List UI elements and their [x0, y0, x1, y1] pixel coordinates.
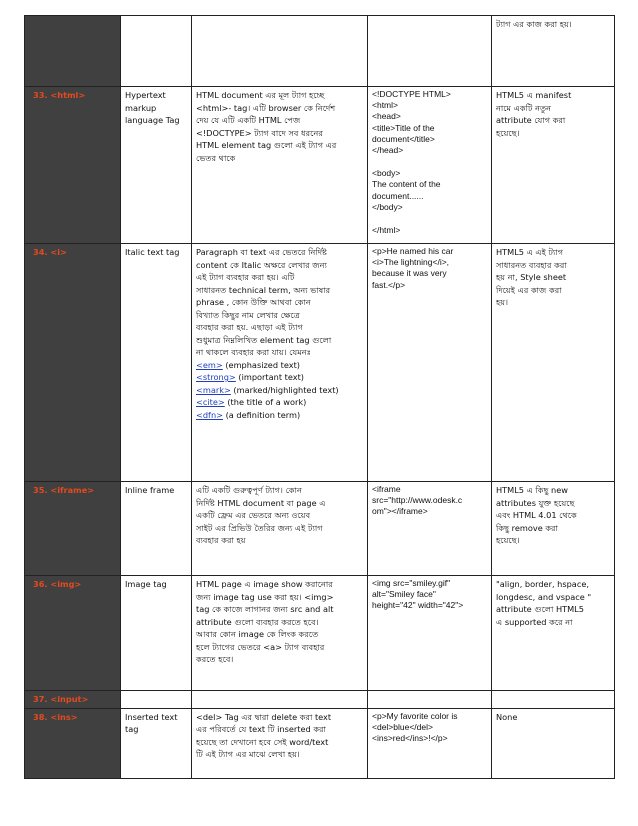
row-number-cell: [25, 708, 121, 778]
notes-cell: [492, 16, 615, 87]
example-line: <del>blue</del>: [372, 721, 433, 732]
example-cell: [368, 87, 492, 244]
detail-line: tag কে কাজে লাগানর জন্য src and alt: [196, 604, 334, 614]
detail-line: content কে Italic অক্ষরে লেখার জন্য: [196, 259, 327, 270]
row-number-cell: [25, 482, 121, 576]
example-line: </body>: [372, 201, 403, 212]
tag-list-item: [196, 396, 363, 409]
note-line: হয়।: [496, 297, 509, 307]
row-number: 37.: [33, 694, 48, 704]
row-number: 33.: [33, 90, 48, 100]
tag-list-text: (important text): [235, 372, 304, 382]
note-line: হয়েছে।: [496, 535, 520, 545]
detail-line: নির্দিষ্ট HTML document বা page এ: [196, 497, 326, 508]
tag-list-item: [196, 409, 363, 422]
note-line: None: [496, 711, 518, 722]
detail-line: ব্যবহার করা হয়. এছাড়া এই ট্যাগ: [196, 322, 303, 332]
example-line: src="http://www.odesk.c: [372, 495, 463, 506]
row-number: 38.: [33, 711, 48, 722]
row-number-cell: [25, 691, 121, 709]
note-line: HTML5 এ manifest: [496, 90, 572, 100]
example-line: <i>The lightning</i>,: [372, 257, 450, 268]
table-row: [25, 708, 615, 778]
description-cell: [121, 708, 192, 778]
detail-line: <!DOCTYPE> ট্যাগ বাদে সব ধরনের: [196, 127, 323, 138]
detail-line: phrase , কোন উক্তি আথবা কোন: [196, 297, 311, 307]
note-line: ট্যাগ এর কাজ করা হয়।: [496, 19, 572, 29]
table-row: [25, 244, 615, 482]
example-line: because it was very: [372, 268, 447, 279]
note-line: এ supported করে না: [496, 616, 573, 627]
row-number: 35.: [33, 485, 48, 495]
detail-line: শুধুমাত্র নিম্নলিখিত element tag গুলো: [196, 334, 332, 345]
example-line: <p>He named his car: [372, 246, 454, 256]
note-line: "align, border, hspace,: [496, 579, 589, 589]
row-number: 36.: [33, 579, 48, 589]
row-number-cell: [25, 87, 121, 244]
description-cell: [121, 482, 192, 576]
blank-line: [372, 156, 487, 168]
details-cell: [192, 16, 368, 87]
row-number: 34.: [33, 247, 48, 257]
example-cell: [368, 708, 492, 778]
note-line: সাধারনত ব্যবহার করা: [496, 259, 567, 270]
notes-cell: [492, 87, 615, 244]
example-line: height="42" width="42">: [372, 600, 464, 611]
note-line: এবং HTML 4.01 থেকে: [496, 510, 577, 520]
tag-list-item: [196, 359, 363, 372]
example-line: <ins>red</ins>!</p>: [372, 732, 448, 743]
tag-description: Inline frame: [125, 485, 175, 495]
note-line: attribute যোগ করা: [496, 115, 566, 125]
tag-name: <input>: [50, 694, 89, 704]
example-line: </html>: [372, 225, 401, 236]
blank-line: [372, 213, 487, 225]
detail-line: HTML document এর মূল ট্যাগ হচ্ছে: [196, 90, 325, 100]
notes-cell: [492, 244, 615, 482]
details-cell: [192, 576, 368, 691]
row-number-cell: [25, 576, 121, 691]
tag-list-item: [196, 384, 363, 397]
example-cell: [368, 16, 492, 87]
table-row: [25, 691, 615, 709]
note-line: attribute গুলো HTML5: [496, 604, 584, 614]
description-cell: [121, 576, 192, 691]
note-line: হয় না, Style sheet: [496, 272, 567, 282]
example-line: </head>: [372, 145, 404, 156]
note-line: দিয়েই এর কাজ করা: [496, 284, 562, 295]
detail-line: জন্য image tag use করা হয়। <img>: [196, 591, 334, 602]
example-line: <!DOCTYPE HTML>: [372, 89, 451, 99]
example-line: <img src="smiley.gif": [372, 578, 451, 588]
detail-line: ভেতর থাকে: [196, 152, 236, 163]
row-number-cell: [25, 16, 121, 87]
details-cell: [192, 482, 368, 576]
example-line: <iframe: [372, 484, 401, 494]
tag-description: Hypertext markup language Tag: [125, 90, 180, 125]
tag-description: Inserted text tag: [125, 711, 178, 734]
example-line: om"></iframe>: [372, 506, 428, 517]
note-line: longdesc, and vspace ": [496, 591, 592, 602]
example-line: <p>My favorite color is: [372, 710, 458, 721]
row-number-cell: [25, 244, 121, 482]
tag-link[interactable]: <cite>: [196, 397, 225, 407]
detail-line: দেয় যে এটি একটি HTML পেজ: [196, 115, 301, 125]
detail-line: হয়েছে তা দেখানো হবে সেই word/text: [196, 736, 329, 747]
tag-name: <i>: [50, 247, 67, 257]
example-line: The content of the: [372, 179, 441, 190]
detail-line: ব্যবহার করা হয়: [196, 535, 246, 545]
tag-link[interactable]: <em>: [196, 359, 223, 370]
tag-name: <ins>: [50, 711, 78, 722]
detail-line: হলে ট্যাগের ভেতরে <a> ট্যাগ ব্যবহার: [196, 641, 325, 652]
note-line: কিছু remove করা: [496, 522, 558, 533]
example-line: fast.</p>: [372, 279, 406, 290]
details-cell: [192, 691, 368, 709]
notes-cell: [492, 576, 615, 691]
details-cell: [192, 244, 368, 482]
detail-line: <html>- tag। এটি browser কে নির্দেশ: [196, 102, 336, 113]
example-line: <head>: [372, 111, 401, 122]
example-line: alt="Smiley face": [372, 589, 436, 600]
description-cell: [121, 87, 192, 244]
detail-line: Paragraph বা text এর ভেতরে নির্দিষ্ট: [196, 247, 327, 257]
note-line: HTML5 এ কিছু new: [496, 485, 568, 495]
example-line: document......: [372, 190, 424, 201]
table-row: [25, 576, 615, 691]
example-line: <body>: [372, 168, 401, 179]
example-line: <title>Title of the: [372, 122, 435, 133]
tag-list-text: (the title of a work): [224, 397, 307, 407]
example-line: document</title>: [372, 133, 435, 144]
tag-description: Italic text tag: [125, 247, 180, 257]
detail-line: আবার কোন image কে লিংক করতে: [196, 629, 319, 639]
description-cell: [121, 244, 192, 482]
tag-name: <img>: [50, 579, 82, 589]
example-cell: [368, 691, 492, 709]
detail-line: <del> Tag এর দ্বারা delete করা text: [196, 711, 332, 722]
table-row: [25, 482, 615, 576]
detail-line: বিখ্যাত কিছুর নাম লেখার ক্ষেত্রে: [196, 309, 300, 320]
detail-line: এর পরিবর্তে যে text টি inserted করা: [196, 724, 326, 734]
tag-link[interactable]: <dfn>: [196, 409, 223, 420]
note-line: হয়েছে।: [496, 127, 520, 138]
example-line: <html>: [372, 100, 398, 111]
example-cell: [368, 482, 492, 576]
notes-cell: [492, 691, 615, 709]
tag-link[interactable]: <mark>: [196, 384, 231, 395]
html-tags-table: [24, 15, 615, 779]
tag-list-text: (marked/highlighted text): [230, 384, 339, 395]
description-cell: [121, 16, 192, 87]
detail-line: সাইট এর প্রিভিউ তৈরির জন্য এই ট্যাগ: [196, 522, 323, 533]
tag-list-text: (a definition term): [223, 409, 301, 420]
tag-list-item: [196, 371, 363, 384]
detail-line: এটি একটি গুরুত্বপূর্ণ ট্যাগ। কোন: [196, 485, 302, 495]
detail-line: করতে হবে।: [196, 654, 234, 664]
detail-line: টি এই ট্যাগ এর মাঝে লেখা হয়।: [196, 749, 300, 759]
details-cell: [192, 708, 368, 778]
details-cell: [192, 87, 368, 244]
tag-name: <iframe>: [50, 485, 95, 495]
detail-line: এই ট্যাগ ব্যবহার করা হয়। এটি: [196, 272, 295, 282]
tag-link[interactable]: <strong>: [196, 372, 236, 382]
detail-line: একটি ফ্রেম এর ভেতরে অন্য ওয়েব: [196, 510, 311, 520]
detail-line: HTML element tag গুলো এই ট্যাগ এর: [196, 140, 337, 150]
tag-description: Image tag: [125, 579, 167, 589]
note-line: নামে একটি নতুন: [496, 102, 551, 113]
notes-cell: [492, 708, 615, 778]
detail-line: attribute গুলো ব্যবহার করতে হবে।: [196, 616, 319, 627]
note-line: HTML5 এ এই ট্যাগ: [496, 247, 564, 257]
tag-name: <html>: [50, 90, 86, 100]
example-cell: [368, 244, 492, 482]
table-row: [25, 87, 615, 244]
description-cell: [121, 691, 192, 709]
detail-line: HTML page এ image show করানোর: [196, 579, 333, 589]
tag-list-text: (emphasized text): [222, 359, 300, 370]
note-line: attributes যুক্ত হয়েছে: [496, 497, 575, 508]
example-cell: [368, 576, 492, 691]
detail-line: না থাকলে ব্যবহার করা যায়। যেমনঃ: [196, 347, 312, 357]
detail-line: সাধারনত technical term, অন্য ভাষার: [196, 284, 331, 295]
table-row: [25, 16, 615, 87]
notes-cell: [492, 482, 615, 576]
